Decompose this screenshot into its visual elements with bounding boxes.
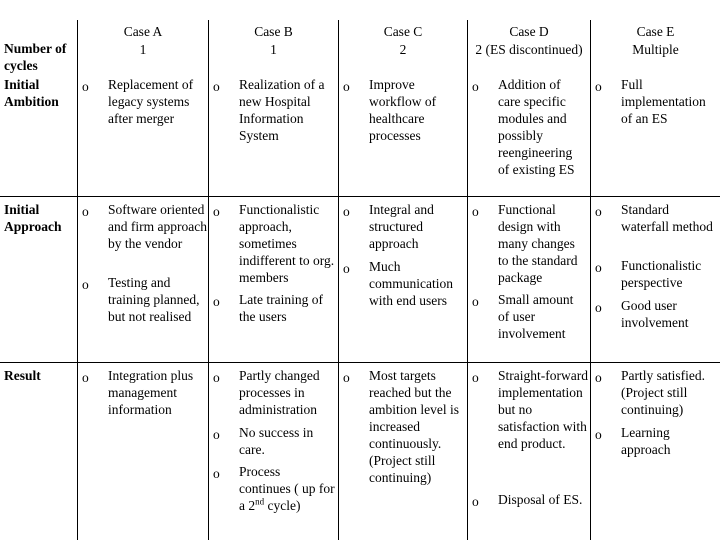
bullet-icon: o (595, 427, 602, 442)
bullet-icon: o (472, 494, 479, 509)
cell-text: Learning approach (621, 425, 671, 457)
cell-text: Late training of the users (239, 292, 323, 324)
bullet-icon: o (213, 427, 220, 442)
row-label-ambition: Initial Ambition (4, 77, 59, 109)
table-divider (0, 196, 720, 197)
bullet-icon: o (595, 300, 602, 315)
table-divider (467, 20, 468, 540)
cell-text: Much communication with end users (369, 259, 453, 308)
cell-text: Functional design with many changes to the standard package (498, 202, 578, 285)
bullet-icon: o (472, 370, 479, 385)
bullet-icon: o (82, 277, 89, 292)
cell-text: Full implementation of an ES (621, 77, 706, 126)
bullet-icon: o (595, 204, 602, 219)
table-divider (0, 362, 720, 363)
bullet-icon: o (343, 204, 350, 219)
bullet-icon: o (472, 294, 479, 309)
cell-text: Integral and structured approach (369, 202, 434, 251)
bullet-icon: o (595, 370, 602, 385)
bullet-icon: o (82, 79, 89, 94)
case-b-header: Case B (254, 24, 293, 39)
cell-text: Functionalistic approach, sometimes indifferent to org. members (239, 202, 335, 285)
cell-text: Process continues ( up for a 2nd cycle) (239, 464, 335, 513)
cell-text: Small amount of user involvement (498, 292, 574, 341)
cell-text: Straight-forward implementation but no satisfaction with end product. (498, 368, 588, 451)
cell-text: Functionalistic perspective (621, 258, 702, 290)
cell-text: Partly changed processes in administration (239, 368, 320, 417)
bullet-icon: o (343, 370, 350, 385)
cell-text: Improve workflow of healthcare processes (369, 77, 437, 143)
bullet-icon: o (213, 370, 220, 385)
bullet-icon: o (82, 370, 89, 385)
case-a-header: Case A (123, 24, 163, 39)
bullet-icon: o (82, 204, 89, 219)
case-d-cycles: 2 (ES discontinued) (475, 42, 583, 57)
cell-text: Good user involvement (621, 298, 689, 330)
case-c-cycles: 2 (399, 42, 407, 57)
cell-text: Realization of a new Hospital Information System (239, 77, 325, 143)
cell-text: Disposal of ES. (498, 492, 583, 507)
header-row-label: Number of cycles (4, 41, 67, 73)
bullet-icon: o (472, 79, 479, 94)
table-divider (77, 20, 78, 540)
row-label-approach: Initial Approach (4, 202, 62, 234)
bullet-icon: o (472, 204, 479, 219)
table-divider (338, 20, 339, 540)
row-label-result: Result (4, 368, 41, 383)
case-e-cycles: Multiple (632, 42, 679, 57)
bullet-icon: o (343, 261, 350, 276)
cell-text: Standard waterfall method (621, 202, 713, 234)
bullet-icon: o (213, 294, 220, 309)
cell-text: Most targets reached but the ambition level is increased continuously. (Project still continuing) (369, 368, 459, 485)
bullet-icon: o (213, 204, 220, 219)
case-b-cycles: 1 (270, 42, 277, 57)
case-a-cycles: 1 (139, 42, 147, 57)
case-c-header: Case C (383, 24, 423, 39)
cell-text: Testing and training planned, but not realised (108, 275, 200, 324)
bullet-icon: o (595, 260, 602, 275)
cell-text: Software oriented and firm approach by the vendor (108, 202, 207, 251)
table-divider (208, 20, 209, 540)
cell-text: Addition of care specific modules and possibly reengineering of existing ES (498, 77, 575, 177)
cell-text: Integration plus management information (108, 368, 194, 417)
bullet-icon: o (213, 79, 220, 94)
cell-text: Partly satisfied. (Project still continuing) (621, 368, 705, 417)
bullet-icon: o (595, 79, 602, 94)
table-divider (590, 20, 591, 540)
bullet-icon: o (213, 466, 220, 481)
bullet-icon: o (343, 79, 350, 94)
cell-text: Replacement of legacy systems after merger (108, 77, 194, 126)
cell-text: No success in care. (239, 425, 314, 457)
case-d-header: Case D (509, 24, 549, 39)
case-e-header: Case E (636, 24, 675, 39)
